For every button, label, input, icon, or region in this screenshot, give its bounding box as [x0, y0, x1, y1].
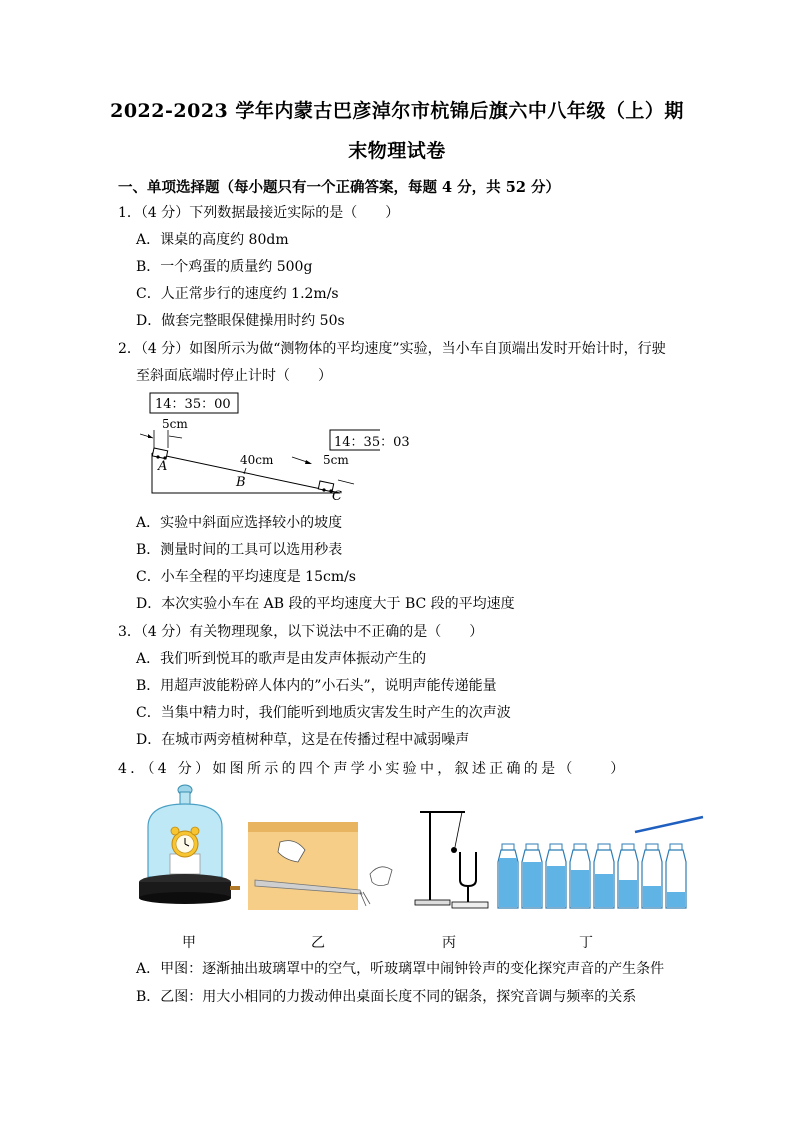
question-1-option-a: A．课桌的高度约 80dm	[136, 232, 289, 248]
question-2-option-d: D．本次实验小车在 AB 段的平均速度大于 BC 段的平均速度	[136, 596, 515, 612]
section-heading: 一、单项选择题（每小题只有一个正确答案，每题 4 分，共 52 分）	[118, 179, 560, 196]
question-2-stem: 2．（4 分）如图所示为做“测物体的平均速度”实验，当小车自顶端出发时开始计时，行驶	[118, 341, 666, 357]
point-label-a: A	[158, 459, 168, 474]
question-4-option-b: B．乙图：用大小相同的力拨动伸出桌面长度不同的锯条，探究音调与频率的关系	[136, 989, 637, 1005]
bell-jar-clock-illustration	[139, 785, 240, 904]
exam-title-line2: 末物理试卷	[348, 140, 446, 162]
question-4-stem: 4．（4 分）如图所示的四个声学小实验中，叙述正确的是（ ）	[118, 761, 628, 777]
question-3-option-a: A．我们听到悦耳的歌声是由发声体振动产生的	[136, 651, 427, 667]
question-2-option-a: A．实验中斜面应选择较小的坡度	[136, 515, 343, 531]
exam-title-line1: 2022-2023 学年内蒙古巴彦淖尔市杭锦后旗六中八年级（上）期	[110, 100, 684, 122]
question-1-option-d: D．做套完整眼保健操用时约 50s	[136, 313, 345, 329]
point-label-b: B	[236, 475, 246, 490]
question-3-option-c: C．当集中精力时，我们能听到地质灾害发生时产生的次声波	[136, 705, 511, 721]
arrow-head	[305, 460, 312, 464]
question-3-stem: 3．（4 分）有关物理现象，以下说法中不正确的是（ ）	[118, 624, 484, 640]
figure-label-ding: 丁	[579, 935, 593, 951]
question-1-stem: 1．（4 分）下列数据最接近实际的是（ ）	[118, 205, 400, 221]
question-1-option-c: C．人正常步行的速度约 1.2m/s	[136, 286, 339, 302]
cart-c-wheel	[322, 488, 325, 491]
figure-label-yi: 乙	[311, 935, 325, 951]
point-label-c: C	[332, 489, 342, 504]
figure-label-jia: 甲	[182, 935, 196, 951]
question-3-option-b: B．用超声波能粉碎人体内的”小石头”，说明声能传递能量	[136, 678, 497, 694]
tuning-fork-pendulum-illustration	[415, 812, 488, 908]
question-1-option-b: B．一个鸡蛋的质量约 500g	[136, 259, 313, 275]
arrow-line	[338, 480, 354, 484]
length-label-5cm-c: 5cm	[323, 453, 349, 467]
question-3-option-d: D．在城市两旁植树种草，这是在传播过程中减弱噪声	[136, 732, 470, 748]
water-bottles-illustration	[498, 817, 703, 908]
length-label-5cm-a: 5cm	[162, 417, 188, 431]
question-2-option-b: B．测量时间的工具可以选用秒表	[136, 542, 343, 558]
start-time-text: 14：35：00	[155, 397, 231, 412]
saw-blade-table-illustration	[248, 822, 392, 910]
question-2-option-c: C．小车全程的平均速度是 15cm/s	[136, 569, 356, 585]
question-2-stem-continued: 至斜面底端时停止计时（ ）	[136, 368, 332, 384]
length-label-40cm: 40cm	[240, 453, 274, 467]
end-time-text: 14：35：03	[334, 435, 410, 450]
question-4-option-a: A．甲图：逐渐抽出玻璃罩中的空气，听玻璃罩中闹钟铃声的变化探究声音的产生条件	[136, 961, 665, 977]
arrow-line	[169, 436, 182, 438]
figure-label-bing: 丙	[442, 935, 456, 951]
sound-experiments-figure	[130, 782, 710, 922]
